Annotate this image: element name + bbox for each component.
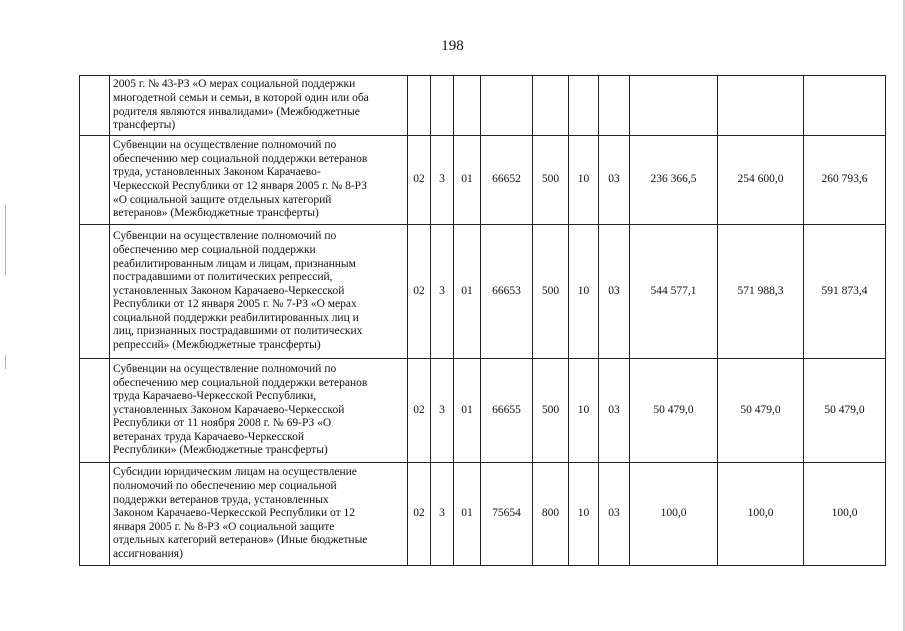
description-line: репрессий» (Межбюджетные трансферты): [113, 339, 321, 352]
measure-code-cell: 01: [454, 136, 481, 225]
page-number: 198: [441, 38, 464, 54]
section-code-cell: 02: [408, 463, 431, 566]
description-line: отдельных категорий ветеранов» (Иные бюджетные: [113, 534, 368, 547]
chapter-code-cell: 10: [569, 463, 599, 566]
description-line: труда Карачаево-Черкесской Республики,: [113, 390, 317, 403]
description-line: реабилитированным лицам и лицам, признанным: [113, 257, 356, 270]
description-line: 2005 г. № 43-РЗ «О мерах социальной поддержки: [113, 78, 356, 91]
subprogram-code-cell: 3: [431, 463, 454, 566]
expense-type-code-cell: 800: [533, 463, 569, 566]
row-number-cell: [80, 359, 110, 463]
expense-type-code-cell: [533, 76, 569, 136]
description-line: полномочий по обеспечению мер социальной: [113, 480, 337, 493]
subsection-code-cell: 03: [599, 225, 630, 359]
row-number-cell: [80, 225, 110, 359]
row-number-cell: [80, 136, 110, 225]
measure-code-cell: 01: [454, 359, 481, 463]
description-line: Черкесской Республики от 12 января 2005 г. № 8-РЗ: [113, 180, 367, 192]
description-line: обеспечению мер социальной поддержки ветеранов: [113, 152, 368, 165]
description-line: Субвенции на осуществление полномочий по: [113, 139, 337, 152]
scan-margin-line: [5, 355, 6, 369]
expense-type-code-cell: 500: [533, 225, 569, 359]
amount-cell: 50 479,0: [718, 359, 804, 463]
description-line: Республики» (Межбюджетные трансферты): [113, 444, 328, 457]
table-row: [80, 76, 886, 136]
amount-cell: 571 988,3: [718, 225, 804, 359]
amount-cell: [804, 76, 886, 136]
description-line: обеспечению мер социальной поддержки ветеранов: [113, 376, 368, 389]
table-row: [80, 463, 886, 566]
row-number-cell: [80, 463, 110, 566]
subsection-code-cell: 03: [599, 463, 630, 566]
subsection-code-cell: [599, 76, 630, 136]
table-row: [80, 136, 886, 225]
description-line: лиц, признанных пострадавшими от политических: [113, 325, 363, 338]
subprogram-code-cell: 3: [431, 136, 454, 225]
amount-cell: 100,0: [804, 463, 886, 566]
budget-table: [79, 75, 886, 566]
expense-type-code-cell: 500: [533, 359, 569, 463]
description-cell: [110, 463, 408, 566]
subsection-code-cell: 03: [599, 136, 630, 225]
amount-cell: 254 600,0: [718, 136, 804, 225]
description-line: поддержки ветеранов труда, установленных: [113, 493, 329, 506]
amount-cell: [630, 76, 718, 136]
description-line: обеспечению мер социальной поддержки: [113, 243, 316, 256]
section-code-cell: 02: [408, 359, 431, 463]
amount-cell: 544 577,1: [630, 225, 718, 359]
description-line: ветеранов» (Межбюджетные трансферты): [113, 207, 319, 220]
description-cell: [110, 225, 408, 359]
chapter-code-cell: [569, 76, 599, 136]
measure-code-cell: 01: [454, 463, 481, 566]
subprogram-code-cell: 3: [431, 225, 454, 359]
section-code-cell: 02: [408, 225, 431, 359]
amount-cell: [718, 76, 804, 136]
chapter-code-cell: 10: [569, 136, 599, 225]
subsection-code-cell: 03: [599, 359, 630, 463]
description-line: Республики от 11 ноября 2008 г. № 69-РЗ «О: [113, 417, 332, 430]
description-line: Субвенции на осуществление полномочий по: [113, 362, 337, 375]
description-cell: [110, 136, 408, 225]
scan-margin-line: [5, 205, 6, 275]
amount-cell: 260 793,6: [804, 136, 886, 225]
item-code-cell: 66653: [481, 225, 533, 359]
subprogram-code-cell: 3: [431, 359, 454, 463]
chapter-code-cell: 10: [569, 225, 599, 359]
amount-cell: 100,0: [718, 463, 804, 566]
description-line: социальной поддержки реабилитированных лиц и: [113, 311, 359, 324]
item-code-cell: 66652: [481, 136, 533, 225]
section-code-cell: 02: [408, 136, 431, 225]
item-code-cell: 66655: [481, 359, 533, 463]
description-line: пострадавшими от политических репрессий,: [113, 271, 333, 284]
description-line: Республики от 12 января 2005 г. № 7-РЗ «О мерах: [113, 298, 357, 311]
description-line: Субсидии юридическим лицам на осуществление: [113, 466, 357, 479]
row-number-cell: [80, 76, 110, 136]
description-line: Субвенции на осуществление полномочий по: [113, 230, 337, 243]
table-row: [80, 359, 886, 463]
description-line: установленных Законом Карачаево-Черкесской: [113, 284, 345, 297]
item-code-cell: 75654: [481, 463, 533, 566]
subprogram-code-cell: [431, 76, 454, 136]
description-line: января 2005 г. № 8-РЗ «О социальной защите: [113, 520, 335, 533]
amount-cell: 236 366,5: [630, 136, 718, 225]
description-line: Законом Карачаево-Черкесской Республики от 12: [113, 507, 355, 520]
amount-cell: 591 873,4: [804, 225, 886, 359]
amount-cell: 100,0: [630, 463, 718, 566]
description-line: «О социальной защите отдельных категорий: [113, 193, 332, 206]
description-cell: [110, 76, 408, 136]
measure-code-cell: [454, 76, 481, 136]
table-row: [80, 225, 886, 359]
description-line: ассигнования): [113, 547, 183, 560]
description-cell: [110, 359, 408, 463]
section-code-cell: [408, 76, 431, 136]
description-line: ветеранах труда Карачаево-Черкесской: [113, 430, 305, 443]
measure-code-cell: 01: [454, 225, 481, 359]
item-code-cell: [481, 76, 533, 136]
description-line: родителя являются инвалидами» (Межбюджетные: [113, 105, 360, 118]
description-line: труда, установленных Законом Карачаево-: [113, 166, 321, 179]
description-line: трансферты): [113, 119, 176, 132]
description-line: установленных Законом Карачаево-Черкесской: [113, 403, 345, 416]
budget-table-body: [80, 76, 886, 566]
amount-cell: 50 479,0: [804, 359, 886, 463]
chapter-code-cell: 10: [569, 359, 599, 463]
description-line: многодетной семьи и семьи, в которой один или оба: [113, 91, 369, 104]
amount-cell: 50 479,0: [630, 359, 718, 463]
expense-type-code-cell: 500: [533, 136, 569, 225]
